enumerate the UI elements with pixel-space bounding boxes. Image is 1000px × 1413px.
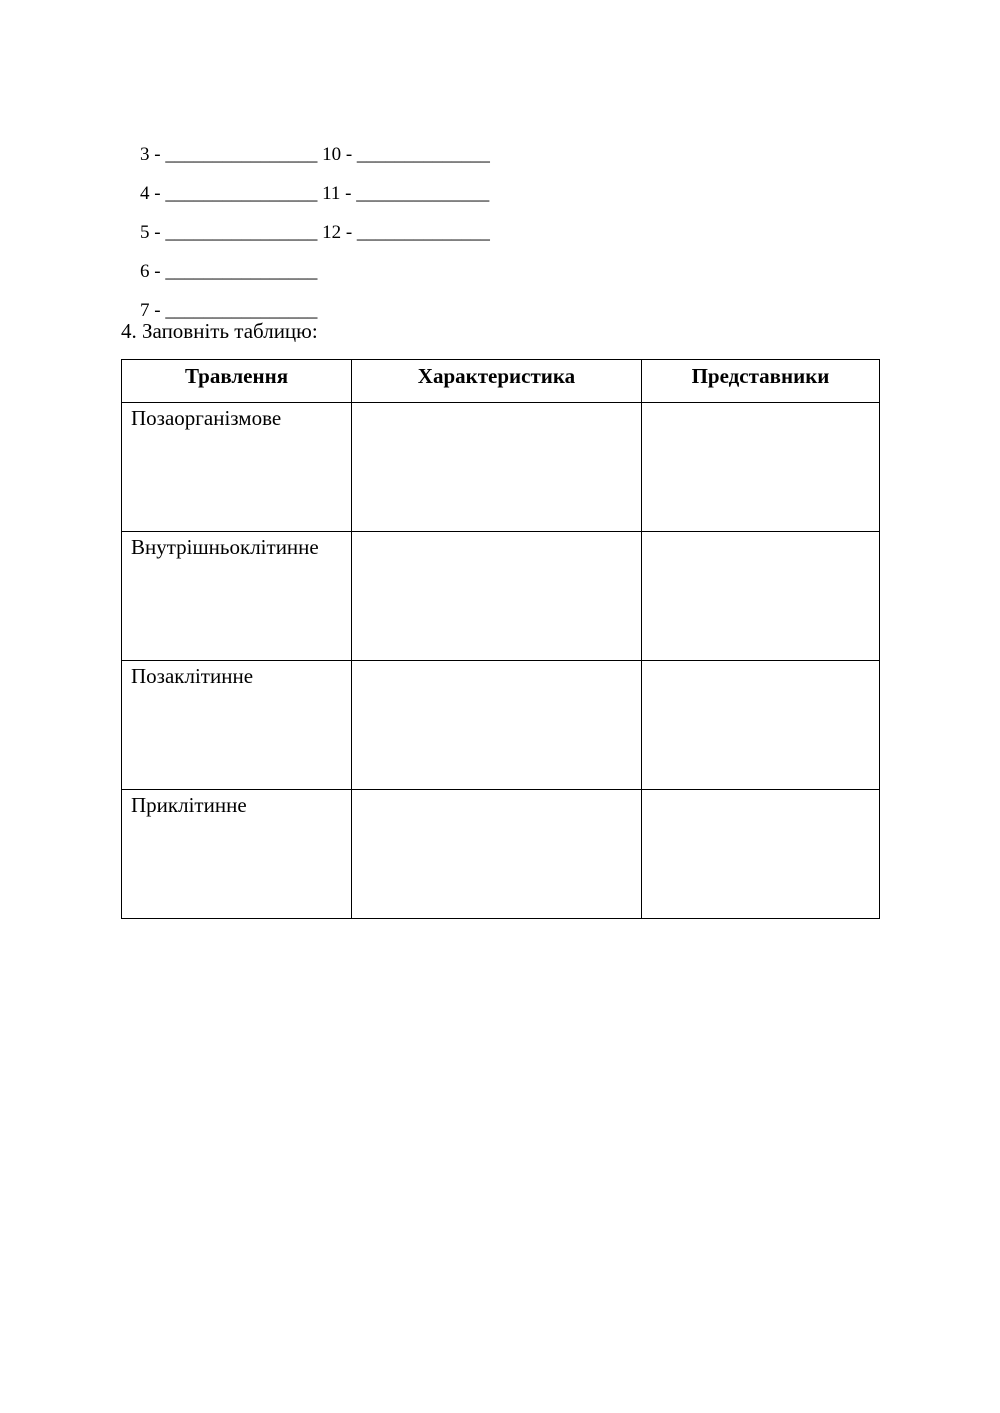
digestion-table — [121, 359, 880, 919]
row-label-cell: Внутрішньоклітинне — [122, 532, 352, 661]
answer-line-right[interactable]: 10 - ______________ — [322, 144, 490, 165]
answer-line-left[interactable]: 3 - ________________ — [140, 144, 318, 165]
column-header-representatives: Представники — [642, 360, 880, 403]
row-label-cell: Позаклітинне — [122, 661, 352, 790]
answer-line-right[interactable]: 12 - ______________ — [322, 222, 490, 243]
column-header-digestion: Травлення — [122, 360, 352, 403]
characteristic-cell[interactable] — [352, 532, 642, 661]
table-row — [122, 532, 880, 661]
representatives-cell[interactable] — [642, 403, 880, 532]
row-label-cell: Приклітинне — [122, 790, 352, 919]
table-row — [122, 661, 880, 790]
answer-line-left[interactable]: 6 - ________________ — [140, 261, 318, 282]
answer-line-left[interactable]: 5 - ________________ — [140, 222, 318, 243]
task-heading: 4. Заповніть таблицю: — [121, 319, 318, 343]
answer-line-left[interactable]: 4 - ________________ — [140, 183, 318, 204]
table-header-row — [122, 360, 880, 403]
representatives-cell[interactable] — [642, 790, 880, 919]
table-row — [122, 403, 880, 532]
answer-line-left[interactable]: 7 - ________________ — [140, 300, 318, 321]
table-row — [122, 790, 880, 919]
column-header-characteristic: Характеристика — [352, 360, 642, 403]
characteristic-cell[interactable] — [352, 403, 642, 532]
row-label-cell: Позаорганізмове — [122, 403, 352, 532]
representatives-cell[interactable] — [642, 661, 880, 790]
characteristic-cell[interactable] — [352, 661, 642, 790]
representatives-cell[interactable] — [642, 532, 880, 661]
answer-line-right[interactable]: 11 - ______________ — [322, 183, 490, 204]
characteristic-cell[interactable] — [352, 790, 642, 919]
